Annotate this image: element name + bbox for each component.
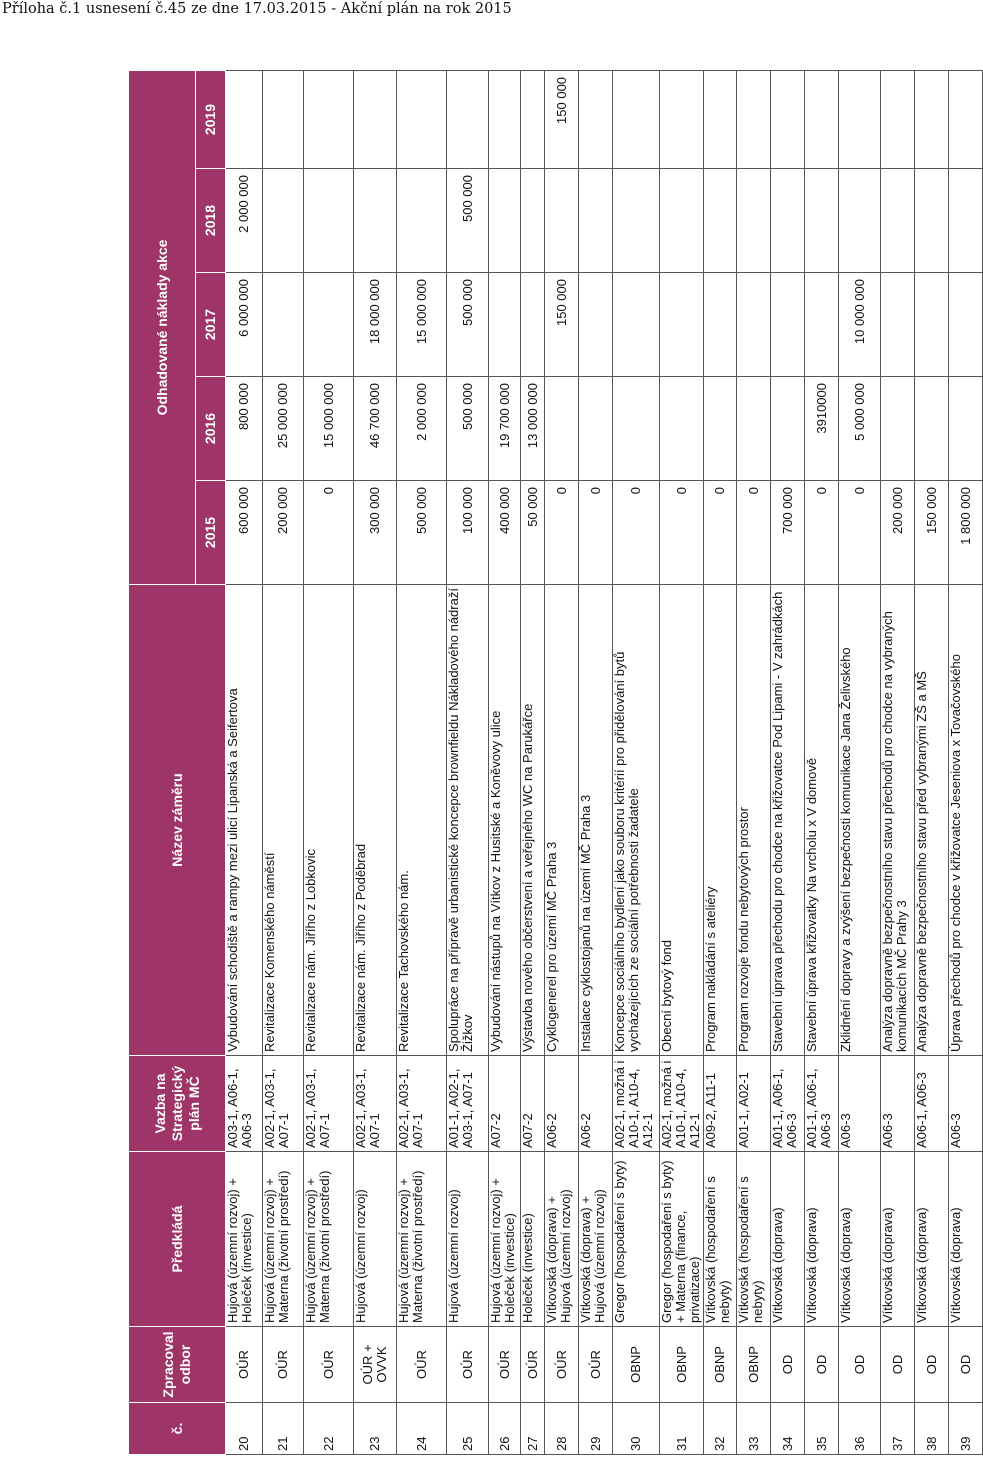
- row-cost-2019: [613, 70, 660, 168]
- row-cost-2019: [447, 70, 489, 168]
- table-row: [397, 70, 447, 1454]
- row-cost-2016: [613, 377, 660, 481]
- table-row: [521, 70, 545, 1454]
- row-cost-2016: 5 000 000: [839, 377, 881, 481]
- row-department: OÚR: [263, 1327, 304, 1403]
- row-department: OÚR + OVVK: [354, 1327, 397, 1403]
- row-department: OÚR: [304, 1327, 354, 1403]
- row-department: OBNP: [737, 1327, 771, 1403]
- row-project-name: Stavební úprava křižovatky Na vrcholu x V domově: [805, 585, 839, 1056]
- row-cost-2015: 0: [737, 481, 771, 585]
- row-cost-2015: 0: [805, 481, 839, 585]
- header-year: 2019: [196, 70, 226, 168]
- header-number: č.: [129, 1403, 226, 1455]
- row-cost-2018: [805, 169, 839, 273]
- row-cost-2016: [545, 377, 579, 481]
- row-strategic-link: A02-1, A03-1, A07-1: [304, 1056, 354, 1152]
- row-department: OÚR: [579, 1327, 613, 1403]
- row-cost-2019: [704, 70, 737, 168]
- table-row: [949, 70, 983, 1454]
- row-cost-2015: 300 000: [354, 481, 397, 585]
- row-cost-2019: [660, 70, 704, 168]
- row-project-name: Vybudování schodiště a rampy mezi ulicí Lipanská a Seifertova: [226, 585, 263, 1056]
- row-number: 31: [660, 1403, 704, 1455]
- row-cost-2016: 25 000 000: [263, 377, 304, 481]
- row-cost-2015: 0: [579, 481, 613, 585]
- row-number: 28: [545, 1403, 579, 1455]
- row-strategic-link: A02-1, A03-1, A07-1: [354, 1056, 397, 1152]
- row-cost-2016: 2 000 000: [397, 377, 447, 481]
- row-project-name: Revitalizace nám. Jiřího z Lobkovic: [304, 585, 354, 1056]
- row-number: 25: [447, 1403, 489, 1455]
- row-proposer: Gregor (hospodaření s byty): [613, 1152, 660, 1327]
- row-project-name: Zklidnění dopravy a zvýšení bezpečnosti komunikace Jana Želivského: [839, 585, 881, 1056]
- row-proposer: Hujová (územní rozvoj): [354, 1152, 397, 1327]
- row-cost-2015: 600 000: [226, 481, 263, 585]
- row-proposer: Hujová (územní rozvoj) + Materna (životní prostředí): [304, 1152, 354, 1327]
- row-cost-2016: 3910000: [805, 377, 839, 481]
- row-strategic-link: A02-1, možná i A10-1, A10-4, A12-1: [613, 1056, 660, 1152]
- row-cost-2016: 500 000: [447, 377, 489, 481]
- row-department: OÚR: [545, 1327, 579, 1403]
- row-cost-2018: [660, 169, 704, 273]
- table-row: [805, 70, 839, 1454]
- row-cost-2015: 100 000: [447, 481, 489, 585]
- row-strategic-link: A01-1, A02-1: [737, 1056, 771, 1152]
- row-cost-2017: [613, 273, 660, 377]
- row-proposer: Vítkovská (hospodaření s nebyty): [737, 1152, 771, 1327]
- row-project-name: Výstavba nového občerstvení a veřejného WC na Parukářce: [521, 585, 545, 1056]
- action-plan-table-sheet: [128, 76, 973, 1455]
- table-header: [129, 70, 226, 1454]
- row-department: OBNP: [660, 1327, 704, 1403]
- row-number: 30: [613, 1403, 660, 1455]
- row-proposer: Vítkovská (doprava): [805, 1152, 839, 1327]
- row-number: 23: [354, 1403, 397, 1455]
- row-cost-2015: 0: [660, 481, 704, 585]
- row-cost-2018: [881, 169, 915, 273]
- row-department: OD: [915, 1327, 949, 1403]
- row-proposer: Vítkovská (doprava) + Hujová (územní rozvoj): [579, 1152, 613, 1327]
- row-cost-2019: [489, 70, 521, 168]
- row-cost-2017: [737, 273, 771, 377]
- row-strategic-link: A06-3: [839, 1056, 881, 1152]
- row-cost-2015: 1 800 000: [949, 481, 983, 585]
- row-department: OBNP: [704, 1327, 737, 1403]
- row-cost-2019: [304, 70, 354, 168]
- row-cost-2016: 15 000 000: [304, 377, 354, 481]
- row-department: OD: [771, 1327, 805, 1403]
- row-cost-2015: 0: [613, 481, 660, 585]
- row-cost-2018: [354, 169, 397, 273]
- row-project-name: Úprava přechodů pro chodce v křižovatce Jeseniova x Tovačovského: [949, 585, 983, 1056]
- row-strategic-link: A07-2: [521, 1056, 545, 1152]
- row-department: OÚR: [397, 1327, 447, 1403]
- row-number: 29: [579, 1403, 613, 1455]
- action-plan-table: [128, 70, 983, 1455]
- row-cost-2017: 10 000 000: [839, 273, 881, 377]
- row-cost-2015: 150 000: [915, 481, 949, 585]
- row-cost-2018: [737, 169, 771, 273]
- row-cost-2017: [704, 273, 737, 377]
- table-row: [771, 70, 805, 1454]
- row-proposer: Vítkovská (doprava): [881, 1152, 915, 1327]
- table-row: [545, 70, 579, 1454]
- header-department: Zpracoval odbor: [129, 1327, 226, 1403]
- row-cost-2017: [660, 273, 704, 377]
- row-department: OD: [881, 1327, 915, 1403]
- row-strategic-link: A02-1, možná i A10-1, A10-4, A12-1: [660, 1056, 704, 1152]
- row-cost-2015: 0: [304, 481, 354, 585]
- table-row: [839, 70, 881, 1454]
- row-cost-2018: [397, 169, 447, 273]
- row-cost-2017: [304, 273, 354, 377]
- row-department: OÚR: [226, 1327, 263, 1403]
- row-cost-2019: [839, 70, 881, 168]
- row-cost-2017: [579, 273, 613, 377]
- row-proposer: Vítkovská (doprava) + Hujová (územní rozvoj): [545, 1152, 579, 1327]
- row-cost-2016: [737, 377, 771, 481]
- row-proposer: Vítkovská (hospodaření s nebyty): [704, 1152, 737, 1327]
- table-row: [263, 70, 304, 1454]
- row-number: 34: [771, 1403, 805, 1455]
- row-number: 37: [881, 1403, 915, 1455]
- row-cost-2017: [949, 273, 983, 377]
- row-strategic-link: A06-2: [545, 1056, 579, 1152]
- row-proposer: Holeček (investice): [521, 1152, 545, 1327]
- row-strategic-link: A06-1, A06-3: [915, 1056, 949, 1152]
- table-row: [613, 70, 660, 1454]
- row-number: 35: [805, 1403, 839, 1455]
- row-cost-2015: 700 000: [771, 481, 805, 585]
- row-department: OÚR: [521, 1327, 545, 1403]
- row-cost-2016: [704, 377, 737, 481]
- row-cost-2015: 200 000: [263, 481, 304, 585]
- table-body: [226, 70, 983, 1454]
- table-row: [579, 70, 613, 1454]
- header-proposer: Předkládá: [129, 1152, 226, 1327]
- row-cost-2018: [949, 169, 983, 273]
- row-cost-2019: [397, 70, 447, 168]
- row-cost-2017: [263, 273, 304, 377]
- row-cost-2016: [579, 377, 613, 481]
- row-number: 36: [839, 1403, 881, 1455]
- table-row: [915, 70, 949, 1454]
- row-proposer: Hujová (územní rozvoj) + Materna (životní prostředí): [263, 1152, 304, 1327]
- row-number: 39: [949, 1403, 983, 1455]
- row-cost-2018: 2 000 000: [226, 169, 263, 273]
- row-cost-2017: [521, 273, 545, 377]
- table-row: [489, 70, 521, 1454]
- row-cost-2019: [521, 70, 545, 168]
- row-cost-2017: [881, 273, 915, 377]
- row-project-name: Stavební úprava přechodu pro chodce na křižovatce Pod Lipami - V zahrádkách: [771, 585, 805, 1056]
- row-strategic-link: A07-2: [489, 1056, 521, 1152]
- row-proposer: Vítkovská (doprava): [839, 1152, 881, 1327]
- row-cost-2017: 6 000 000: [226, 273, 263, 377]
- row-strategic-link: A06-3: [949, 1056, 983, 1152]
- row-cost-2019: [915, 70, 949, 168]
- header-project-name: Název záměru: [129, 585, 226, 1056]
- row-number: 32: [704, 1403, 737, 1455]
- row-project-name: Spolupráce na přípravě urbanistické koncepce brownfieldu Nákladového nádraží Žižkov: [447, 585, 489, 1056]
- row-cost-2017: 15 000 000: [397, 273, 447, 377]
- row-cost-2018: [521, 169, 545, 273]
- row-cost-2019: 150 000: [545, 70, 579, 168]
- row-cost-2019: [579, 70, 613, 168]
- row-cost-2016: 13 000 000: [521, 377, 545, 481]
- header-year: 2018: [196, 169, 226, 273]
- row-cost-2018: 500 000: [447, 169, 489, 273]
- row-cost-2015: 400 000: [489, 481, 521, 585]
- row-cost-2015: 0: [545, 481, 579, 585]
- row-cost-2017: [915, 273, 949, 377]
- row-cost-2019: [737, 70, 771, 168]
- row-cost-2018: [771, 169, 805, 273]
- row-number: 26: [489, 1403, 521, 1455]
- row-cost-2017: [771, 273, 805, 377]
- row-cost-2016: 800 000: [226, 377, 263, 481]
- row-proposer: Hujová (územní rozvoj) + Holeček (investice): [489, 1152, 521, 1327]
- row-cost-2017: [489, 273, 521, 377]
- row-cost-2019: [226, 70, 263, 168]
- header-estimated-costs: Odhadované náklady akce: [129, 70, 196, 584]
- row-cost-2018: [263, 169, 304, 273]
- table-row: [226, 70, 263, 1454]
- row-proposer: Vítkovská (doprava): [915, 1152, 949, 1327]
- row-strategic-link: A02-1, A03-1, A07-1: [397, 1056, 447, 1152]
- row-cost-2019: [354, 70, 397, 168]
- row-cost-2016: [949, 377, 983, 481]
- row-proposer: Vítkovská (doprava): [949, 1152, 983, 1327]
- row-cost-2015: 50 000: [521, 481, 545, 585]
- row-proposer: Gregor (hospodaření s byty) + Materna (finance, privatizace): [660, 1152, 704, 1327]
- row-cost-2018: [545, 169, 579, 273]
- table-row: [704, 70, 737, 1454]
- header-year: 2015: [196, 481, 226, 585]
- table-row: [304, 70, 354, 1454]
- row-strategic-link: A02-1, A03-1, A07-1: [263, 1056, 304, 1152]
- row-department: OD: [949, 1327, 983, 1403]
- row-strategic-link: A06-2: [579, 1056, 613, 1152]
- table-row: [737, 70, 771, 1454]
- table-row: [660, 70, 704, 1454]
- row-strategic-link: A01-1, A02-1, A03-1, A07-1: [447, 1056, 489, 1152]
- row-cost-2015: 0: [839, 481, 881, 585]
- row-cost-2018: [489, 169, 521, 273]
- row-proposer: Hujová (územní rozvoj) + Holeček (investice): [226, 1152, 263, 1327]
- row-department: OÚR: [489, 1327, 521, 1403]
- row-department: OD: [805, 1327, 839, 1403]
- row-cost-2018: [839, 169, 881, 273]
- row-cost-2018: [304, 169, 354, 273]
- row-number: 27: [521, 1403, 545, 1455]
- row-project-name: Vybudování nástupů na Vítkov z Husitské a Koněvovy ulice: [489, 585, 521, 1056]
- table-row: [881, 70, 915, 1454]
- row-number: 22: [304, 1403, 354, 1455]
- row-department: OD: [839, 1327, 881, 1403]
- header-year: 2017: [196, 273, 226, 377]
- row-project-name: Cyklogenerel pro území MČ Praha 3: [545, 585, 579, 1056]
- row-cost-2018: [613, 169, 660, 273]
- row-cost-2015: 0: [704, 481, 737, 585]
- header-year: 2016: [196, 377, 226, 481]
- row-cost-2015: 200 000: [881, 481, 915, 585]
- row-strategic-link: A06-3: [881, 1056, 915, 1152]
- row-proposer: Vítkovská (doprava): [771, 1152, 805, 1327]
- row-cost-2016: [881, 377, 915, 481]
- row-cost-2019: [771, 70, 805, 168]
- row-strategic-link: A03-1, A06-1, A06-3: [226, 1056, 263, 1152]
- row-cost-2016: [771, 377, 805, 481]
- row-cost-2018: [579, 169, 613, 273]
- row-cost-2015: 500 000: [397, 481, 447, 585]
- row-proposer: Hujová (územní rozvoj): [447, 1152, 489, 1327]
- row-number: 20: [226, 1403, 263, 1455]
- row-strategic-link: A01-1, A06-1, A06-3: [805, 1056, 839, 1152]
- row-project-name: Revitalizace nám. Jiřího z Poděbrad: [354, 585, 397, 1056]
- row-project-name: Program nakládání s ateliéry: [704, 585, 737, 1056]
- row-cost-2016: [915, 377, 949, 481]
- row-project-name: Revitalizace Tachovského nám.: [397, 585, 447, 1056]
- row-project-name: Analýza dopravně bezpečnostního stavu před vybranými ZŠ a MŠ: [915, 585, 949, 1056]
- row-number: 21: [263, 1403, 304, 1455]
- row-number: 33: [737, 1403, 771, 1455]
- row-cost-2018: [704, 169, 737, 273]
- row-project-name: Instalace cyklostojanů na území MČ Praha 3: [579, 585, 613, 1056]
- row-strategic-link: A09-2, A11-1: [704, 1056, 737, 1152]
- row-number: 24: [397, 1403, 447, 1455]
- row-project-name: Program rozvoje fondu nebytových prostor: [737, 585, 771, 1056]
- row-project-name: Analýza dopravně bezpečnostního stavu přechodů pro chodce na vybraných komunikacích MČ Prahy 3: [881, 585, 915, 1056]
- row-project-name: Revitalizace Komenského náměstí: [263, 585, 304, 1056]
- row-department: OÚR: [447, 1327, 489, 1403]
- row-number: 38: [915, 1403, 949, 1455]
- header-strategic-link: Vazba na Strategický plán MČ: [129, 1056, 226, 1152]
- row-project-name: Koncepce sociálního bydlení jako souboru kritérií pro přidělování bytů vycházejících ze sociální potřebnosti žadatele: [613, 585, 660, 1056]
- table-row: [354, 70, 397, 1454]
- row-cost-2019: [949, 70, 983, 168]
- row-cost-2016: [660, 377, 704, 481]
- row-cost-2017: 500 000: [447, 273, 489, 377]
- row-proposer: Hujová (územní rozvoj) + Materna (životní prostředí): [397, 1152, 447, 1327]
- row-cost-2019: [881, 70, 915, 168]
- row-cost-2018: [915, 169, 949, 273]
- row-project-name: Obecní bytový fond: [660, 585, 704, 1056]
- row-strategic-link: A01-1, A06-1, A06-3: [771, 1056, 805, 1152]
- row-cost-2017: [805, 273, 839, 377]
- row-cost-2019: [805, 70, 839, 168]
- table-row: [447, 70, 489, 1454]
- row-cost-2016: 46 700 000: [354, 377, 397, 481]
- row-cost-2017: 150 000: [545, 273, 579, 377]
- page-caption: Příloha č.1 usnesení č.45 ze dne 17.03.2015 - Akční plán na rok 2015: [2, 1, 512, 17]
- row-cost-2019: [263, 70, 304, 168]
- row-department: OBNP: [613, 1327, 660, 1403]
- row-cost-2017: 18 000 000: [354, 273, 397, 377]
- row-cost-2016: 19 700 000: [489, 377, 521, 481]
